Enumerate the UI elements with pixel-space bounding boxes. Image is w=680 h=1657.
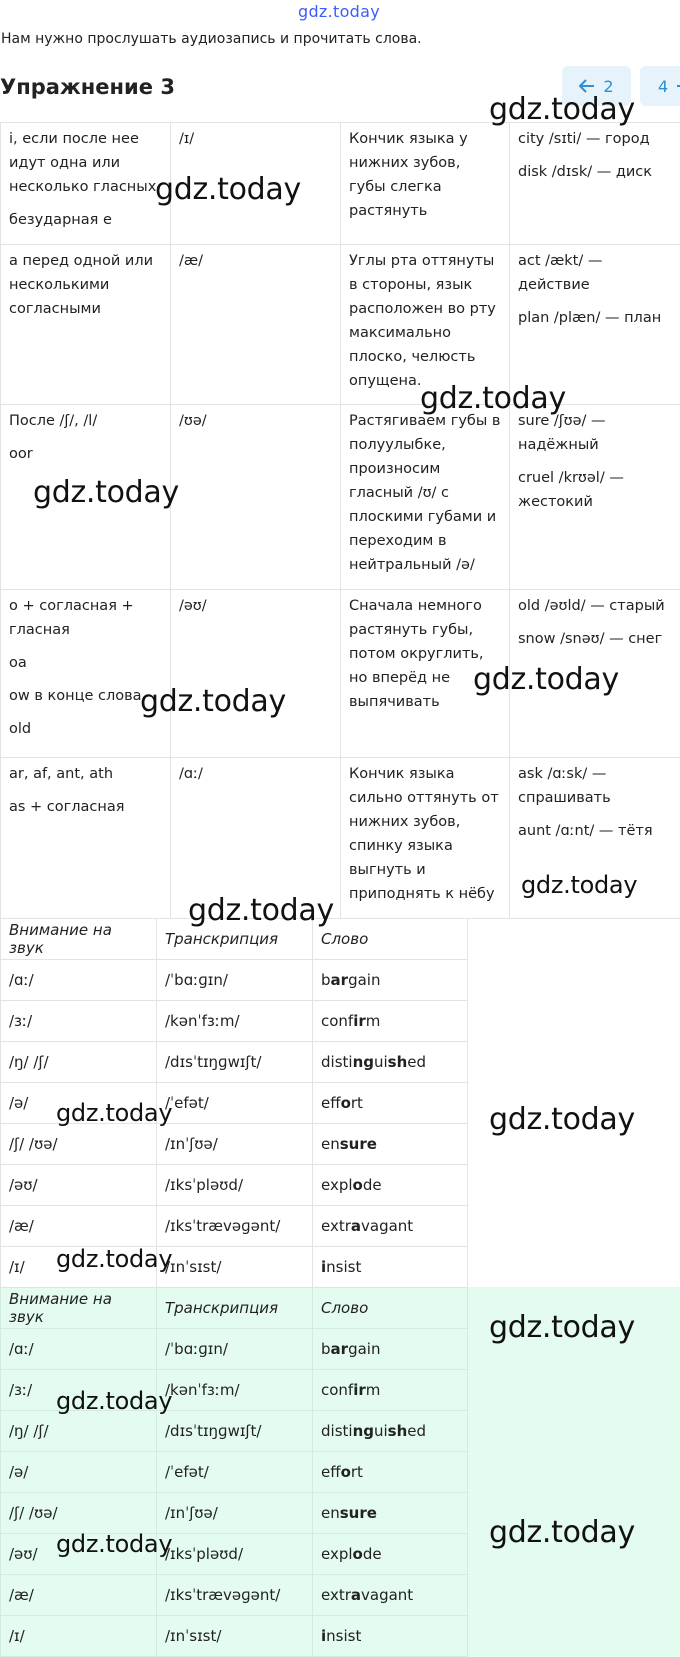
transcription-cell: /kənˈfɜːm/ (157, 1370, 313, 1411)
spelling-text: i, если после нее идут одна или несколько гласных (9, 131, 157, 195)
words-header-row (1, 1288, 468, 1329)
highlighted-letters: ir (353, 1381, 366, 1399)
spelling-text: old (9, 721, 32, 737)
spelling-text: ar, af, ant, ath (9, 766, 114, 782)
watermark: gdz.today (188, 893, 334, 928)
word-cell (313, 1370, 468, 1411)
word-part: disti (321, 1053, 353, 1071)
word-part: extr (321, 1586, 351, 1604)
word-cell (313, 1124, 468, 1165)
highlighted-letters: o (352, 1545, 363, 1563)
example-text: cruel /krʊəl/ — жестокий (518, 470, 624, 510)
word-cell (313, 1493, 468, 1534)
watermark: gdz.today (56, 1245, 173, 1273)
exercise-title: Упражнение 3 (0, 75, 175, 99)
word-part: conf (321, 1381, 354, 1399)
sound-cell: /ɪ/ (171, 123, 341, 245)
sound-cell: /əʊ/ (1, 1165, 157, 1206)
word-part: b (321, 971, 331, 989)
word-part: eff (321, 1094, 341, 1112)
word-cell (313, 1534, 468, 1575)
articulation-cell: Растягиваем губы в полуулыбке, произносим гласный /ʊ/ с плоскими губами и переходим в нейтральный /ə/ (341, 405, 510, 590)
example-text: ask /ɑːsk/ — спрашивать (518, 766, 611, 806)
word-row (1, 1575, 468, 1616)
word-row (1, 960, 468, 1001)
transcription-cell: /dɪsˈtɪŋɡwɪʃt/ (157, 1411, 313, 1452)
transcription-cell: /ɪnˈʃʊə/ (157, 1124, 313, 1165)
sound-cell: /ɜː/ (1, 1001, 157, 1042)
spelling-cell (1, 245, 171, 405)
highlighted-letters: sure (339, 1504, 377, 1522)
articulation-cell: Углы рта оттянуты в стороны, язык расположен во рту максимально плоско, челюсть опущена. (341, 245, 510, 405)
rule-row (1, 245, 680, 405)
highlighted-letters: a (350, 1217, 362, 1235)
word-row (1, 1411, 468, 1452)
sound-cell: /ɑː/ (1, 1329, 157, 1370)
spelling-text: безударная е (9, 212, 112, 228)
word-part: rt (350, 1463, 363, 1481)
sound-cell: /ə/ (1, 1083, 157, 1124)
sound-cell: /ŋ/ /ʃ/ (1, 1042, 157, 1083)
sound-cell: /ʃ/ /ʊə/ (1, 1493, 157, 1534)
articulation-cell: Кончик языка сильно оттянуть от нижних зубов, спинку языка выгнуть и приподнять к нёбу (341, 758, 510, 919)
sound-cell: /æ/ (171, 245, 341, 405)
spelling-cell (1, 758, 171, 919)
example-text: sure /ʃʊə/ — надёжный (518, 413, 606, 453)
highlighted-letters: o (340, 1094, 351, 1112)
word-row (1, 1616, 468, 1657)
example-text: old /əʊld/ — старый (518, 598, 665, 614)
word-row (1, 1534, 468, 1575)
word-row (1, 1370, 468, 1411)
next-exercise-label: 4 (658, 76, 669, 96)
rule-row (1, 405, 680, 590)
transcription-cell: /ˈbɑːɡɪn/ (157, 1329, 313, 1370)
highlighted-letters: ar (330, 971, 349, 989)
word-part: ui (373, 1053, 388, 1071)
sound-cell: /əʊ/ (1, 1534, 157, 1575)
spelling-cell (1, 590, 171, 758)
sound-cell: /æ/ (1, 1575, 157, 1616)
sound-cell: /ŋ/ /ʃ/ (1, 1411, 157, 1452)
word-cell (313, 1206, 468, 1247)
examples-cell (510, 590, 680, 758)
sound-cell: /əʊ/ (171, 590, 341, 758)
word-cell (313, 1001, 468, 1042)
transcription-cell: /ɪnˈsɪst/ (157, 1247, 313, 1288)
top-watermark: gdz.today (298, 2, 380, 21)
spelling-text: ow в конце слова (9, 688, 142, 704)
word-part: m (365, 1381, 381, 1399)
highlighted-letters: i (321, 1258, 327, 1276)
watermark: gdz.today (489, 1310, 635, 1345)
word-part: nsist (326, 1627, 362, 1645)
intro-text: Нам нужно прослушать аудиозапись и прочитать слова. (1, 31, 422, 47)
words-table (0, 918, 468, 1288)
spelling-cell (1, 405, 171, 590)
word-part: eff (321, 1463, 341, 1481)
word-cell (313, 1452, 468, 1493)
word-part: ed (407, 1053, 427, 1071)
word-cell (313, 1083, 468, 1124)
word-row (1, 1001, 468, 1042)
word-row (1, 1083, 468, 1124)
word-cell (313, 960, 468, 1001)
word-cell (313, 1329, 468, 1370)
highlighted-letters: sure (339, 1135, 377, 1153)
word-row (1, 1329, 468, 1370)
watermark: gdz.today (521, 871, 638, 899)
example-text: aunt /ɑːnt/ — тётя (518, 823, 653, 839)
examples-cell (510, 245, 680, 405)
highlighted-letters: sh (387, 1422, 408, 1440)
word-cell (313, 1042, 468, 1083)
spelling-text: a перед одной или несколькими согласными (9, 253, 154, 317)
highlighted-letters: o (340, 1463, 351, 1481)
column-header: Транскрипция (157, 1288, 313, 1329)
transcription-cell: /ɪksˈpləʊd/ (157, 1534, 313, 1575)
spelling-text: oor (9, 446, 33, 462)
word-part: m (365, 1012, 381, 1030)
answer-words-table (0, 1287, 468, 1657)
column-header: Слово (313, 919, 468, 960)
rule-row (1, 590, 680, 758)
sound-cell: /ʃ/ /ʊə/ (1, 1124, 157, 1165)
transcription-cell: /kənˈfɜːm/ (157, 1001, 313, 1042)
transcription-cell: /dɪsˈtɪŋɡwɪʃt/ (157, 1042, 313, 1083)
prev-exercise-button[interactable] (562, 66, 631, 106)
watermark: gdz.today (33, 475, 179, 510)
examples-cell (510, 405, 680, 590)
word-row (1, 1165, 468, 1206)
watermark: gdz.today (489, 1515, 635, 1550)
word-row (1, 1247, 468, 1288)
sound-cell: /ɑː/ (1, 960, 157, 1001)
word-row (1, 1042, 468, 1083)
spelling-cell (1, 123, 171, 245)
highlighted-letters: ar (330, 1340, 349, 1358)
spelling-text: После /ʃ/, /l/ (9, 413, 98, 429)
word-part: vagant (361, 1586, 414, 1604)
word-row (1, 1124, 468, 1165)
transcription-cell: /ɪksˈtrævəɡənt/ (157, 1206, 313, 1247)
watermark: gdz.today (420, 381, 566, 416)
word-cell (313, 1247, 468, 1288)
transcription-cell: /ɪksˈpləʊd/ (157, 1165, 313, 1206)
highlighted-letters: sh (387, 1053, 408, 1071)
transcription-cell: /ɪnˈʃʊə/ (157, 1493, 313, 1534)
examples-cell (510, 123, 680, 245)
highlighted-letters: ng (352, 1053, 374, 1071)
word-part: extr (321, 1217, 351, 1235)
word-part: expl (321, 1545, 353, 1563)
word-part: ui (373, 1422, 388, 1440)
word-cell (313, 1165, 468, 1206)
articulation-cell: Кончик языка у нижних зубов, губы слегка растянуть (341, 123, 510, 245)
transcription-cell: /ˈefət/ (157, 1452, 313, 1493)
next-exercise-button[interactable] (640, 66, 680, 106)
arrow-right-icon (676, 79, 680, 93)
spelling-text: as + согласная (9, 799, 125, 815)
transcription-cell: /ˈbɑːɡɪn/ (157, 960, 313, 1001)
word-part: en (321, 1135, 340, 1153)
example-text: act /ækt/ — действие (518, 253, 603, 293)
example-text: disk /dɪsk/ — диск (518, 164, 653, 180)
word-part: conf (321, 1012, 354, 1030)
word-cell (313, 1411, 468, 1452)
example-text: plan /plæn/ — план (518, 310, 662, 326)
sound-cell: /ə/ (1, 1452, 157, 1493)
sound-cell: /ɪ/ (1, 1247, 157, 1288)
transcription-cell: /ˈefət/ (157, 1083, 313, 1124)
watermark: gdz.today (56, 1387, 173, 1415)
rule-row (1, 123, 680, 245)
articulation-cell: Сначала немного растянуть губы, потом округлить, но вперёд не выпячивать (341, 590, 510, 758)
rules-table (0, 122, 680, 919)
arrow-left-icon (579, 79, 595, 93)
examples-cell (510, 758, 680, 919)
word-part: gain (348, 1340, 381, 1358)
transcription-cell: /ɪksˈtrævəɡənt/ (157, 1575, 313, 1616)
sound-cell: /æ/ (1, 1206, 157, 1247)
sound-cell: /ɜː/ (1, 1370, 157, 1411)
watermark: gdz.today (140, 684, 286, 719)
transcription-cell: /ɪnˈsɪst/ (157, 1616, 313, 1657)
word-part: de (362, 1176, 382, 1194)
word-part: b (321, 1340, 331, 1358)
word-row (1, 1206, 468, 1247)
word-row (1, 1452, 468, 1493)
highlighted-letters: i (321, 1627, 327, 1645)
spelling-text: o + согласная + гласная (9, 598, 134, 638)
highlighted-letters: a (350, 1586, 362, 1604)
example-text: city /sɪti/ — город (518, 131, 650, 147)
rule-row (1, 758, 680, 919)
sound-cell: /ɑː/ (171, 758, 341, 919)
highlighted-letters: o (352, 1176, 363, 1194)
prev-exercise-label: 2 (603, 76, 614, 96)
column-header: Внимание на звук (1, 919, 157, 960)
word-cell (313, 1575, 468, 1616)
watermark: gdz.today (473, 662, 619, 697)
column-header: Внимание на звук (1, 1288, 157, 1329)
sound-cell: /ʊə/ (171, 405, 341, 590)
watermark: gdz.today (56, 1530, 173, 1558)
watermark: gdz.today (56, 1099, 173, 1127)
word-cell (313, 1616, 468, 1657)
word-part: en (321, 1504, 340, 1522)
word-part: ed (407, 1422, 427, 1440)
column-header: Слово (313, 1288, 468, 1329)
word-part: vagant (361, 1217, 414, 1235)
words-header-row (1, 919, 468, 960)
word-row (1, 1493, 468, 1534)
watermark: gdz.today (155, 172, 301, 207)
word-part: rt (350, 1094, 363, 1112)
highlighted-letters: ir (353, 1012, 366, 1030)
highlighted-letters: ng (352, 1422, 374, 1440)
column-header: Транскрипция (157, 919, 313, 960)
watermark: gdz.today (489, 92, 635, 127)
word-part: de (362, 1545, 382, 1563)
word-part: disti (321, 1422, 353, 1440)
watermark: gdz.today (489, 1102, 635, 1137)
sound-cell: /ɪ/ (1, 1616, 157, 1657)
spelling-text: oa (9, 655, 27, 671)
word-part: nsist (326, 1258, 362, 1276)
word-part: expl (321, 1176, 353, 1194)
word-part: gain (348, 971, 381, 989)
example-text: snow /snəʊ/ — снег (518, 631, 663, 647)
